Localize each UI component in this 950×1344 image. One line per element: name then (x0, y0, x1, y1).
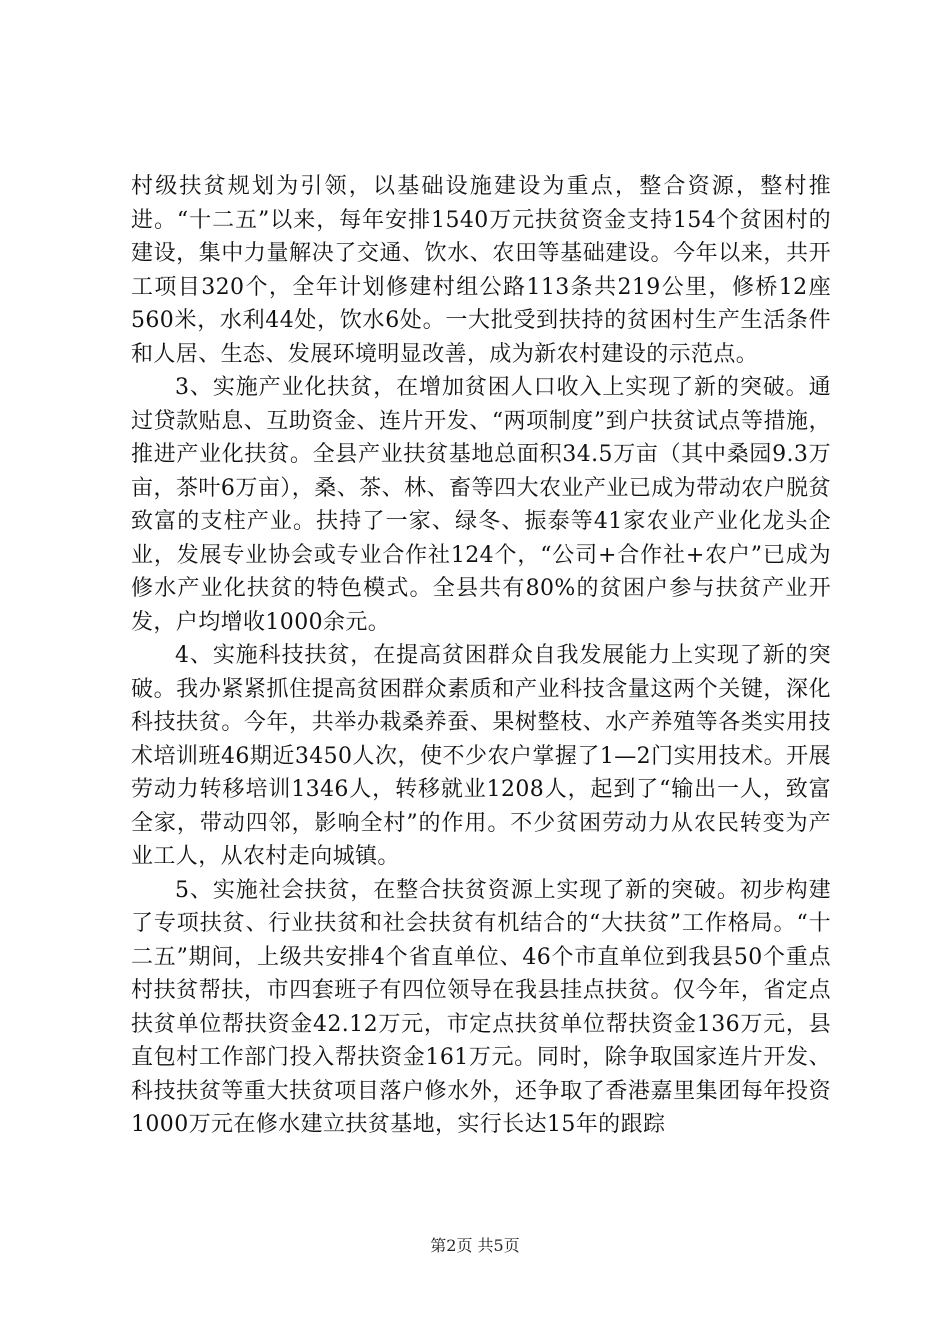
paragraph-social-poverty-alleviation: 5、实施社会扶贫，在整合扶贫资源上实现了新的突破。初步构建了专项扶贫、行业扶贫和社会扶贫有机结合的“大扶贫”工作格局。“十二五”期间，上级共安排4个省直单位、46个市直单位到我县50个重点村扶贫帮扶，市四套班子有四位领导在我县挂点扶贫。仅今年，省定点扶贫单位帮扶资金42.12万元，市定点扶贫单位帮扶资金136万元，县直包村工作部门投入帮扶资金161万元。同时，除争取国家连片开发、科技扶贫等重大扶贫项目落户修水外，还争取了香港嘉里集团每年投资1000万元在修水建立扶贫基地，实行长达15年的跟踪 (131, 877, 831, 1137)
paragraph-continuation: 村级扶贫规划为引领，以基础设施建设为重点，整合资源，整村推进。“十二五”以来，每年安排1540万元扶贫资金支持154个贫困村的建设，集中力量解决了交通、饮水、农田等基础建设。今年以来，共开工项目320个，全年计划修建村组公路113条共219公里，修桥12座560米，水利44处，饮水6处。一大批受到扶持的贫困村生产生活条件和人居、生态、发展环境明显改善，成为新农村建设的示范点。 (131, 174, 831, 367)
page-footer: 第2页 共5页 (430, 1236, 520, 1255)
paragraph-industrial-poverty-alleviation: 3、实施产业化扶贫，在增加贫困人口收入上实现了新的突破。通过贷款贴息、互助资金、连片开发、“两项制度”到户扶贫试点等措施，推进产业化扶贫。全县产业扶贫基地总面积34.5万亩（其中桑园9.3万亩，茶叶6万亩），桑、茶、林、畜等四大农业产业已成为带动农户脱贫致富的支柱产业。扶持了一家、绿冬、振泰等41家农业产业化龙头企业，发展专业协会或专业合作社124个，“公司+合作社+农户”已成为修水产业化扶贫的特色模式。全县共有80%的贫困户参与扶贫产业开发，户均增收1000余元。 (131, 375, 831, 635)
paragraph-tech-poverty-alleviation: 4、实施科技扶贫，在提高贫困群众自我发展能力上实现了新的突破。我办紧紧抓住提高贫困群众素质和产业科技含量这两个关键，深化科技扶贫。今年，共举办栽桑养蚕、果树整枝、水产养殖等各类实用技术培训班46期近3450人次，使不少农户掌握了1—2门实用技术。开展劳动力转移培训1346人，转移就业1208人，起到了“输出一人，致富全家，带动四邻，影响全村”的作用。不少贫困劳动力从农民转变为产业工人，从农村走向城镇。 (131, 643, 831, 869)
document-body (131, 170, 831, 1142)
